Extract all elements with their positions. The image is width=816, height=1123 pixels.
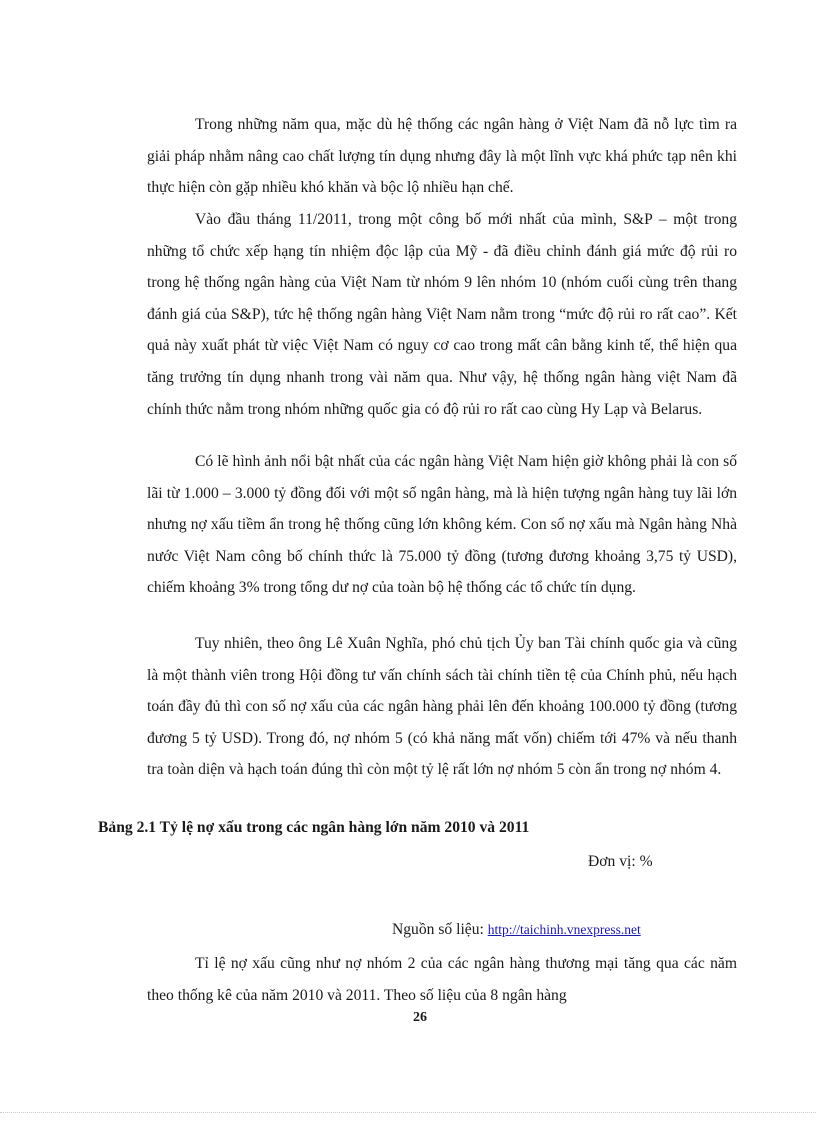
source-link[interactable]: http://taichinh.vnexpress.net — [487, 922, 641, 937]
unit-label: Đơn vị: % — [588, 853, 653, 870]
paragraph-ratio-trend: Tỉ lệ nợ xấu cũng như nợ nhóm 2 của các ngân hàng thương mại tăng qua các năm theo thống kê của năm 2010 và 2011. Theo số liệu của 8 ngân hàng — [147, 955, 737, 1004]
source-line — [392, 916, 657, 944]
paragraph-le-xuan-nghia: Tuy nhiên, theo ông Lê Xuân Nghĩa, phó chủ tịch Ủy ban Tài chính quốc gia và cũng là một thành viên trong Hội đồng tư vấn chính sách tài chính tiền tệ của Chính phủ, nếu hạch toán đầy đủ thì con số nợ xấu của các ngân hàng phải lên đến khoảng 100.000 tỷ đồng (tương đương 5 tỷ USD). Trong đó, nợ nhóm 5 (có khả năng mất vốn) chiếm tới 47% và nếu thanh tra toàn diện và hạch toán đúng thì còn một tỷ lệ rất lớn nợ nhóm 5 còn ẩn trong nợ nhóm 4. — [147, 635, 737, 779]
table-caption: Bảng 2.1 Tỷ lệ nợ xấu trong các ngân hàng lớn năm 2010 và 2011 — [98, 819, 530, 836]
paragraph-sp-rating: Vào đầu tháng 11/2011, trong một công bố mới nhất của mình, S&P – một trong những tổ chức xếp hạng tín nhiệm độc lập của Mỹ - đã điều chỉnh đánh giá mức độ rủi ro trong hệ thống ngân hàng của Việt Nam từ nhóm 9 lên nhóm 10 (nhóm cuối cùng trên thang đánh giá của S&P), tức hệ thống ngân hàng Việt Nam nằm trong “mức độ rủi ro rất cao”. Kết quả này xuất phát từ việc Việt Nam có nguy cơ cao trong mất cân bằng kinh tế, thể hiện qua tăng trưởng tín dụng nhanh trong vài năm qua. Như vậy, hệ thống ngân hàng việt Nam đã chính thức nằm trong nhóm những quốc gia có độ rủi ro rất cao cùng Hy Lạp và Belarus. — [147, 211, 737, 418]
page-divider — [0, 1112, 816, 1113]
source-label: Nguồn số liệu: — [392, 921, 488, 938]
paragraph-bad-debt-figures: Có lẽ hình ảnh nổi bật nhất của các ngân hàng Việt Nam hiện giờ không phải là con số lãi từ 1.000 – 3.000 tỷ đồng đối với một số ngân hàng, mà là hiện tượng ngân hàng tuy lãi lớn nhưng nợ xấu tiềm ẩn trong hệ thống cũng lớn không kém. Con số nợ xấu mà Ngân hàng Nhà nước Việt Nam công bố chính thức là 75.000 tỷ đồng (tương đương khoảng 3,75 tỷ USD), chiếm khoảng 3% trong tổng dư nợ của toàn bộ hệ thống các tổ chức tín dụng. — [147, 453, 737, 597]
page-number: 26 — [413, 1010, 427, 1025]
paragraph-intro: Trong những năm qua, mặc dù hệ thống các ngân hàng ở Việt Nam đã nỗ lực tìm ra giải pháp nhằm nâng cao chất lượng tín dụng nhưng đây là một lĩnh vực khá phức tạp nên khi thực hiện còn gặp nhiều khó khăn và bộc lộ nhiều hạn chế. — [147, 116, 737, 197]
